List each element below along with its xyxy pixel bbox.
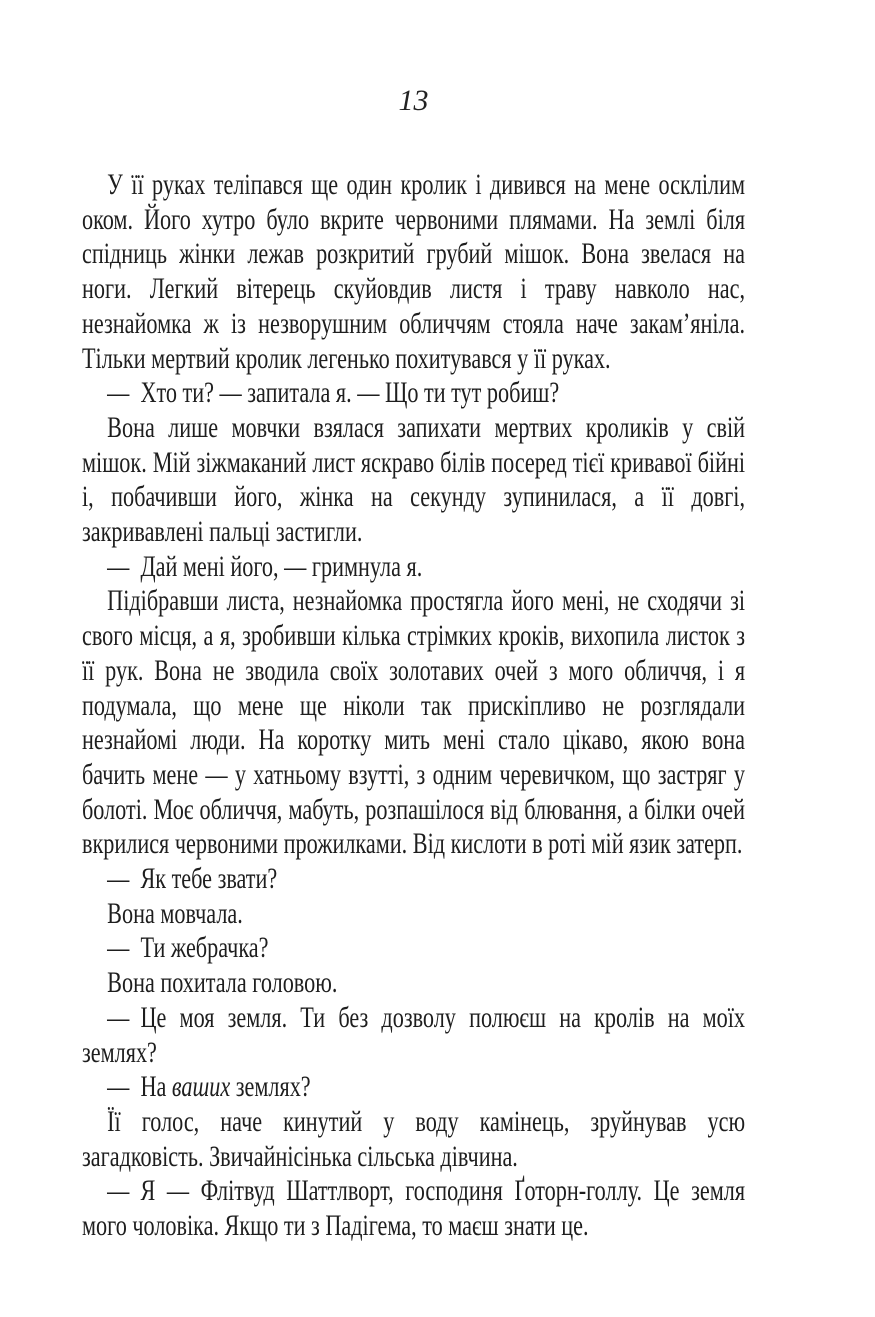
- text-segment: Підібравши листа, незнайомка простягла його мені, не сходячи зі свого місця, а я, зробивши кілька стрімких кроків, вихопила листок з її рук. Вона не зводила своїх золотавих очей з мого обличчя, і я подумала, що мене ще ніколи так прискіпливо не розглядали незнайомі люди. На коротку мить мені стало цікаво, якою вона бачить мене — у хатньому взутті, з одним черевичком, що застряг у болоті. Моє обличчя, мабуть, розпашілося від блювання, а білки очей вкрилися червоними прожилками. Від кислоти в роті мій язик затерп.: [82, 584, 746, 861]
- text-segment: — Ти жебрачка?: [107, 931, 269, 965]
- paragraph: [82, 966, 745, 1001]
- body-text-column: [82, 168, 745, 1244]
- text-segment: — Як тебе звати?: [107, 862, 278, 896]
- paragraph: [82, 1105, 745, 1174]
- text-segment: землях?: [230, 1070, 311, 1104]
- dialogue-paragraph: [82, 376, 745, 411]
- dialogue-paragraph: [82, 550, 745, 585]
- paragraph: [82, 584, 745, 862]
- text-segment: Вона лише мовчки взялася запихати мертвих кроликів у свій мішок. Мій зіжмаканий лист яскраво білів посеред тієї кривавої бійні і, побачивши його, жінка на секунду зупинилася, а її довгі, закривавлені пальці застигли.: [82, 410, 746, 549]
- page-number: 13: [398, 84, 429, 117]
- dialogue-paragraph: [82, 1174, 745, 1243]
- dialogue-paragraph: [82, 862, 745, 897]
- text-segment: Її голос, наче кинутий у воду камінець, зруйнував усю загадковість. Звичайнісінька сільська дівчина.: [82, 1104, 746, 1173]
- paragraph: [82, 411, 745, 550]
- emphasized-text: ваших: [171, 1070, 231, 1104]
- paragraph: [82, 897, 745, 932]
- text-segment: — Це моя земля. Ти без дозволу полюєш на кролів на моїх землях?: [82, 1000, 746, 1069]
- text-segment: — Дай мені його, — гримнула я.: [107, 549, 423, 583]
- text-segment: Вона похитала головою.: [107, 966, 338, 1000]
- dialogue-paragraph: [82, 1001, 745, 1070]
- text-segment: — Я — Флітвуд Шаттлворт, господиня Ґоторн-голлу. Це земля мого чоловіка. Якщо ти з Падігема, то маєш знати це.: [82, 1174, 746, 1243]
- dialogue-paragraph: [82, 931, 745, 966]
- text-segment: Вона мовчала.: [107, 896, 243, 930]
- text-segment: У її руках теліпався ще один кролик і дивився на мене осклілим оком. Його хутро було вкрите червоними плямами. На землі біля спідниць жінки лежав розкритий грубий мішок. Вона звелася на ноги. Легкий вітерець скуйовдив листя і траву навколо нас, незнайомка ж із незворушним обличчям стояла наче закам’яніла. Тільки мертвий кролик легенько похитувався у її руках.: [82, 168, 746, 375]
- paragraph: [82, 168, 745, 376]
- text-segment: — На: [107, 1070, 172, 1104]
- text-segment: — Хто ти? — запитала я. — Що ти тут робиш?: [107, 376, 560, 410]
- dialogue-paragraph: [82, 1070, 745, 1105]
